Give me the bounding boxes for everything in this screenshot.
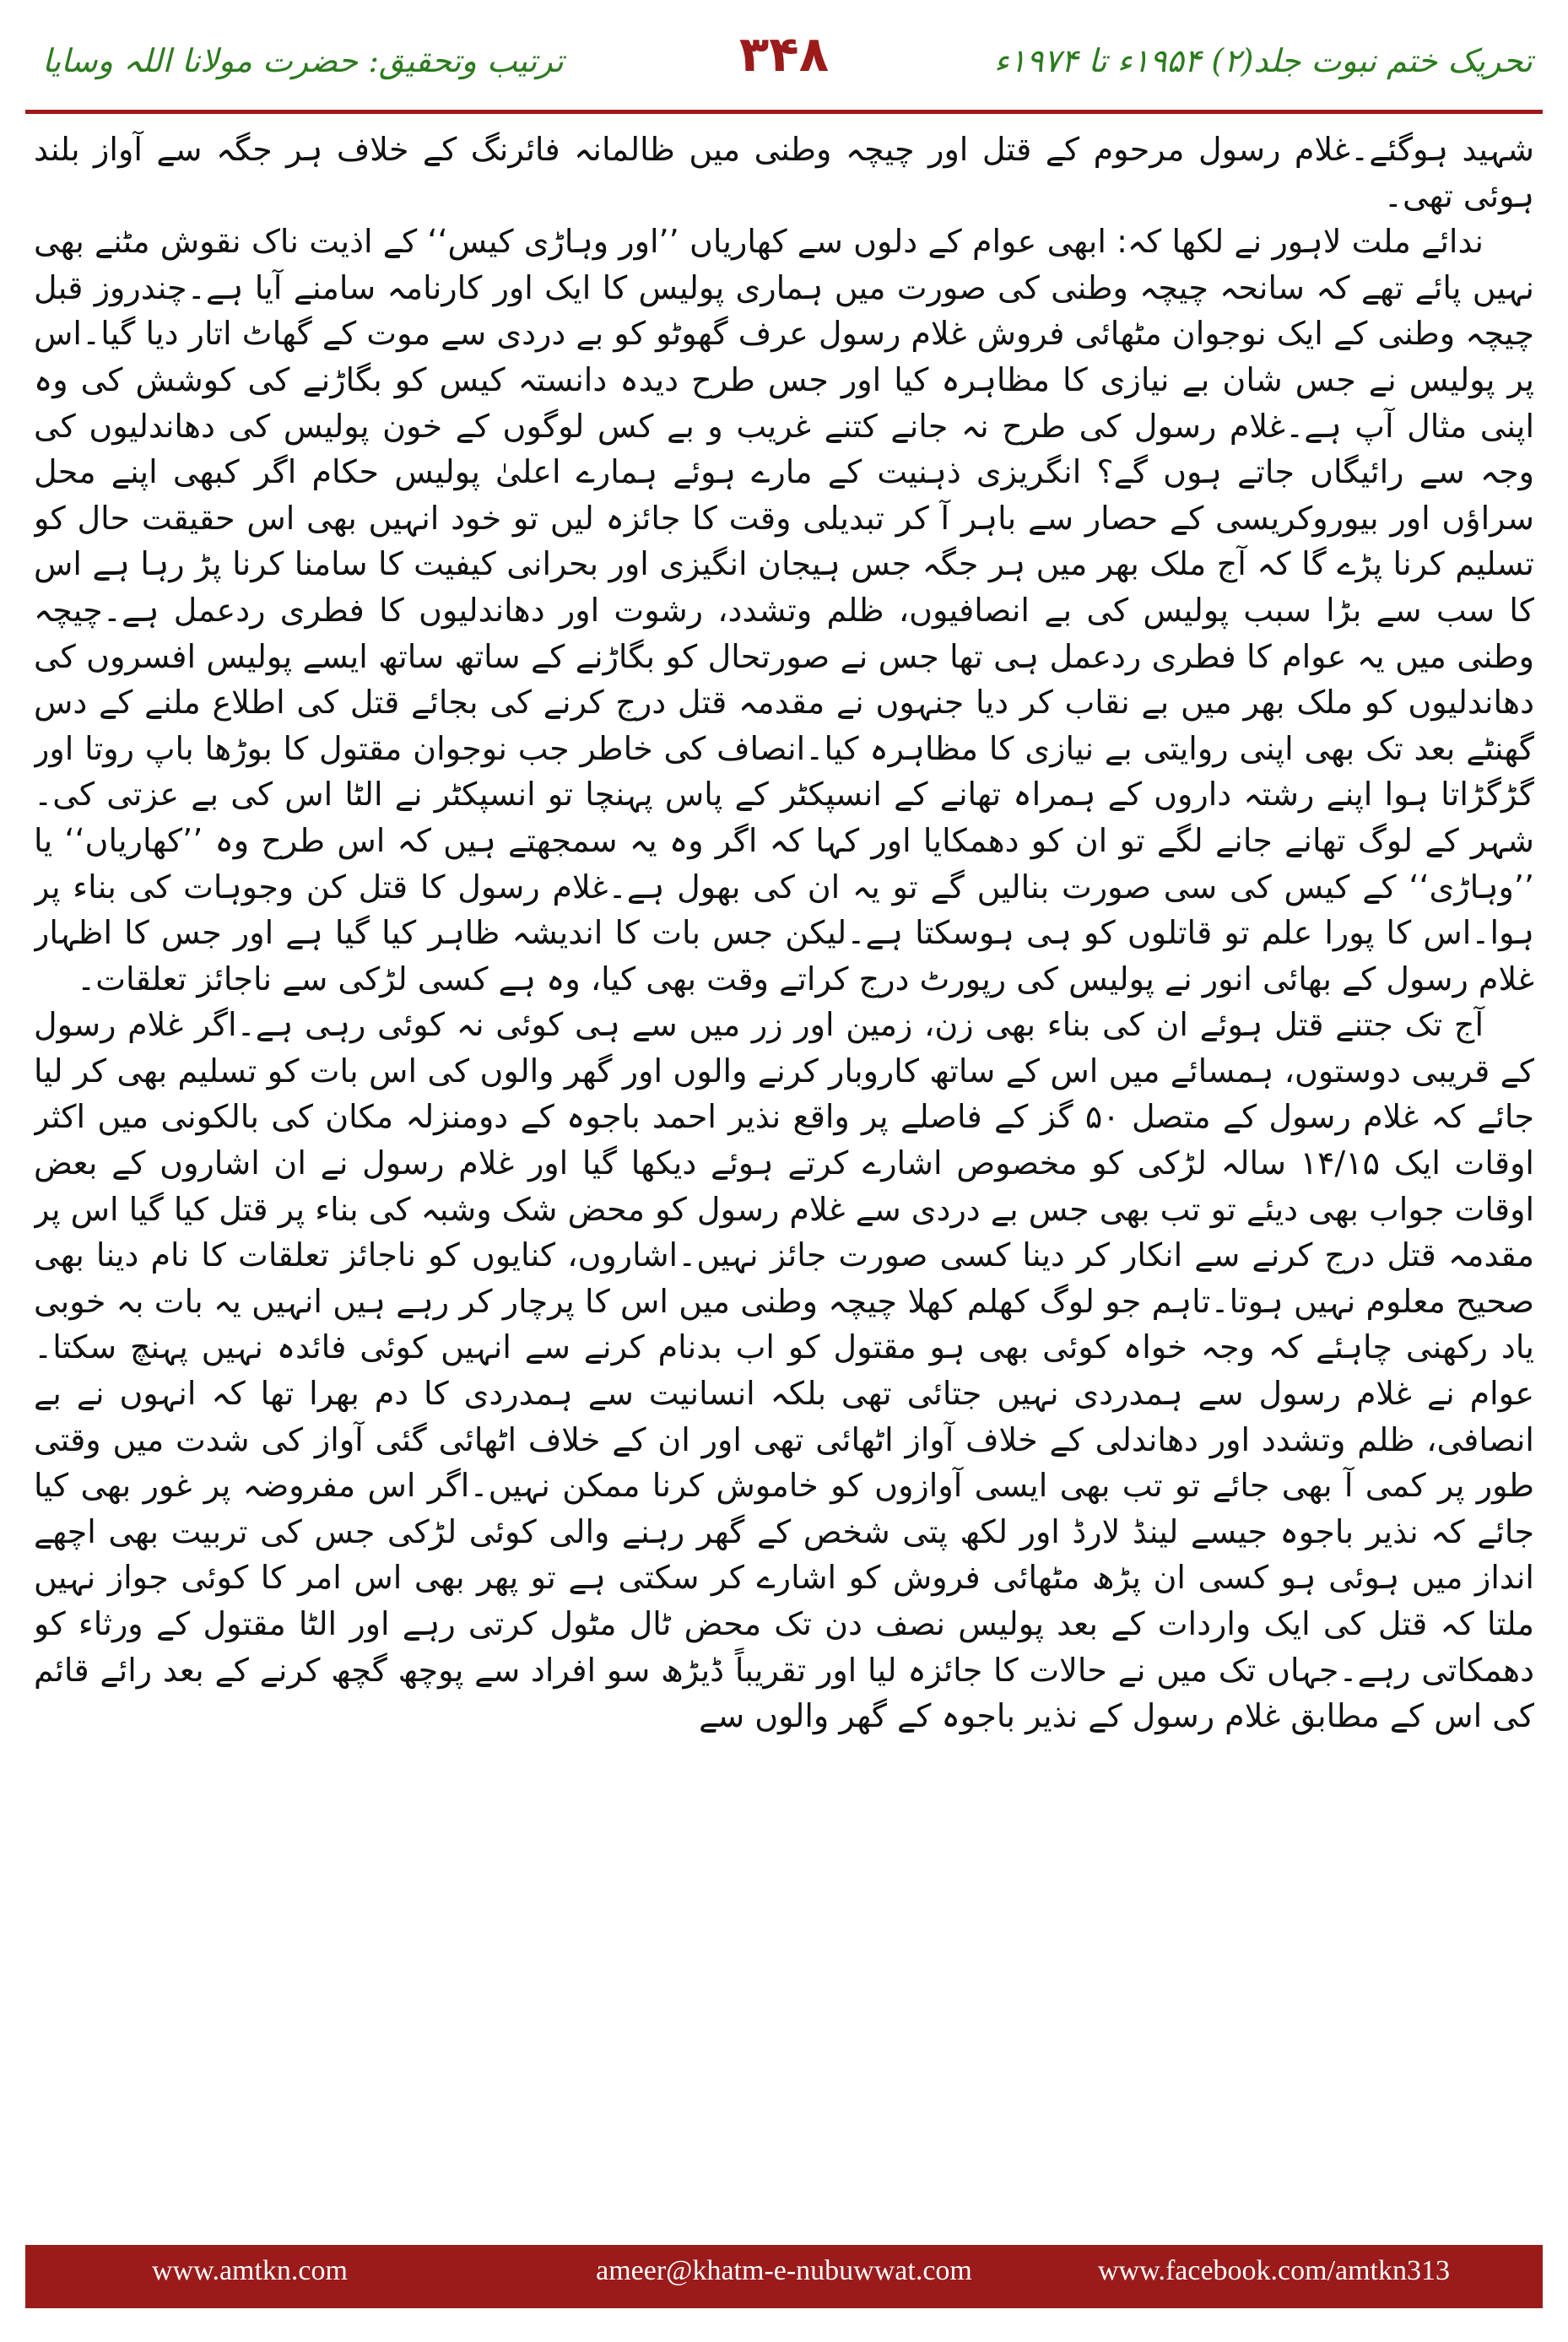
page-footer	[25, 2245, 1543, 2308]
header-divider	[25, 110, 1543, 114]
website-link[interactable]: www.amtkn.com	[152, 2255, 348, 2286]
paragraph-1: شہید ہوگئے۔غلام رسول مرحوم کے قتل اور چیچہ وطنی میں ظالمانہ فائرنگ کے خلاف ہر جگہ سے آواز بلند ہوئی تھی۔	[34, 131, 1534, 214]
email-link[interactable]: ameer@khatm-e-nubuwwat.com	[596, 2255, 972, 2286]
page-body	[34, 127, 1534, 2215]
page-number: ۳۴۸	[738, 25, 830, 83]
facebook-link[interactable]: www.facebook.com/amtkn313	[1097, 2255, 1450, 2286]
page-header	[25, 24, 1543, 100]
paragraph-3: آج تک جتنے قتل ہوئے ان کی بناء بھی زن، زمین اور زر میں سے ہی کوئی نہ کوئی رہی ہے۔اگر غلام رسول کے قریبی دوستوں، ہمسائے میں اس کے ساتھ کاروبار کرنے والوں اور گھر والوں کی اس بات کو تسلیم بھی کر لیا جائے کہ غلام رسول کے متصل ۵۰ گز کے فاصلے پر واقع نذیر احمد باجوہ کے دومنزلہ مکان کی بالکونی میں اکثر اوقات ایک ۱۴/۱۵ سالہ لڑکی کو مخصوص اشارے کرتے ہوئے دیکھا گیا اور غلام رسول نے ان اشاروں کے بعض اوقات جواب بھی دیئے تو تب بھی جس بے دردی سے غلام رسول کو محض شک وشبہ کی بناء پر قتل کیا گیا اس پر مقدمہ قتل درج کرنے سے انکار کر دینا کسی صورت جائز نہیں۔اشاروں، کنایوں کو ناجائز تعلقات کا نام دینا بھی صحیح معلوم نہیں ہوتا۔تاہم جو لوگ کھلم کھلا چیچہ وطنی میں اس کا پرچار کر رہے ہیں انہیں یہ بات بہ خوبی یاد رکھنی چاہئے کہ وجہ خواہ کوئی بھی ہو مقتول کو اب بدنام کرنے سے انہیں کوئی فائدہ نہیں پہنچ سکتا۔عوام نے غلام رسول سے ہمدردی نہیں جتائی تھی بلکہ انسانیت سے ہمدردی کا دم بھرا تھا کہ انہوں نے بے انصافی، ظلم وتشدد اور دھاندلی کے خلاف آواز اٹھائی تھی اور ان کے خلاف اٹھائی گئی آواز کی شدت میں وقتی طور پر کمی آ بھی جائے تو تب بھی ایسی آوازوں کو خاموش کرنا ممکن نہیں۔اگر اس مفروضہ پر غور بھی کیا جائے کہ نذیر باجوہ جیسے لینڈ لارڈ اور لکھ پتی شخص کے گھر رہنے والی کوئی لڑکی جس کی تربیت بھی اچھے انداز میں ہوئی ہو کسی ان پڑھ مٹھائی فروش کو اشارے کر سکتی ہے تو پھر بھی اس امر کا کوئی جواز نہیں ملتا کہ قتل کی ایک واردات کے بعد پولیس نصف دن تک محض ٹال مٹول کرتی رہے اور الٹا مقتول کے ورثاء کو دھمکاتی رہے۔جہاں تک میں نے حالات کا جائزہ لیا اور تقریباً ڈیڑھ سو افراد سے پوچھ گچھ کرنے کے بعد رائے قائم کی اس کے مطابق غلام رسول کے نذیر باجوہ کے گھر والوں سے	[34, 1006, 1534, 1735]
paragraph-2: ندائے ملت لاہور نے لکھا کہ: ابھی عوام کے دلوں سے کھاریاں ’’اور وہاڑی کیس‘‘ کے اذیت ناک نقوش مٹنے بھی نہیں پائے تھے کہ سانحہ چیچہ وطنی کی صورت میں ہماری پولیس کا ایک اور کارنامہ سامنے آیا ہے۔چندروز قبل چیچہ وطنی کے ایک نوجوان مٹھائی فروش غلام رسول عرف گھوٹو کو بے دردی سے موت کے گھاٹ اتار دیا گیا۔اس پر پولیس نے جس شان بے نیازی کا مظاہرہ کیا اور جس طرح دیدہ دانستہ کیس کو بگاڑنے کی کوشش کی وہ اپنی مثال آپ ہے۔غلام رسول کی طرح نہ جانے کتنے غریب و بے کس لوگوں کے خون پولیس کی دھاندلیوں کی وجہ سے رائیگاں جاتے ہوں گے؟ انگریزی ذہنیت کے مارے ہوئے ہمارے اعلیٰ پولیس حکام اگر کبھی اپنے محل سراؤں اور بیوروکریسی کے حصار سے باہر آ کر تبدیلی وقت کا جائزہ لیں تو خود انہیں بھی اس حقیقت حال کو تسلیم کرنا پڑے گا کہ آج ملک بھر میں ہر جگہ جس ہیجان انگیزی اور بحرانی کیفیت کا سامنا کرنا پڑ رہا ہے اس کا سب سے بڑا سبب پولیس کی بے انصافیوں، ظلم وتشدد، رشوت اور دھاندلیوں کا فطری ردعمل ہے۔چیچہ وطنی میں یہ عوام کا فطری ردعمل ہی تھا جس نے صورتحال کو بگاڑنے کے ساتھ ساتھ ایسے پولیس افسروں کی دھاندلیوں کو ملک بھر میں بے نقاب کر دیا جنہوں نے مقدمہ قتل درج کرنے کی بجائے قتل کی اطلاع ملنے کے دس گھنٹے بعد تک بھی اپنی روایتی بے نیازی کا مظاہرہ کیا۔انصاف کی خاطر جب نوجوان مقتول کا بوڑھا باپ روتا اور گڑگڑاتا ہوا اپنے رشتہ داروں کے ہمراہ تھانے کے انسپکٹر کے پاس پہنچا تو انسپکٹر نے الٹا اس کی بے عزتی کی۔شہر کے لوگ تھانے جانے لگے تو ان کو دھمکایا اور کہا کہ اگر وہ یہ سمجھتے ہیں کہ اس طرح وہ ’’کھاریاں‘‘ یا ’’وہاڑی‘‘ کے کیس کی سی صورت بنالیں گے تو یہ ان کی بھول ہے۔غلام رسول کا قتل کن وجوہات کی بناء پر ہوا۔اس کا پورا علم تو قاتلوں کو ہی ہوسکتا ہے۔لیکن جس بات کا اندیشہ ظاہر کیا گیا ہے اور جس کا اظہار غلام رسول کے بھائی انور نے پولیس کی رپورٹ درج کراتے وقت بھی کیا، وہ ہے کسی لڑکی سے ناجائز تعلقات۔	[34, 223, 1534, 998]
book-title: تحریک ختم نبوت جلد(۲) ۱۹۵۴ء تا ۱۹۷۴ء	[993, 42, 1533, 79]
compiler-credit: ترتیب وتحقیق: حضرت مولانا اللہ وسایا	[42, 42, 564, 79]
